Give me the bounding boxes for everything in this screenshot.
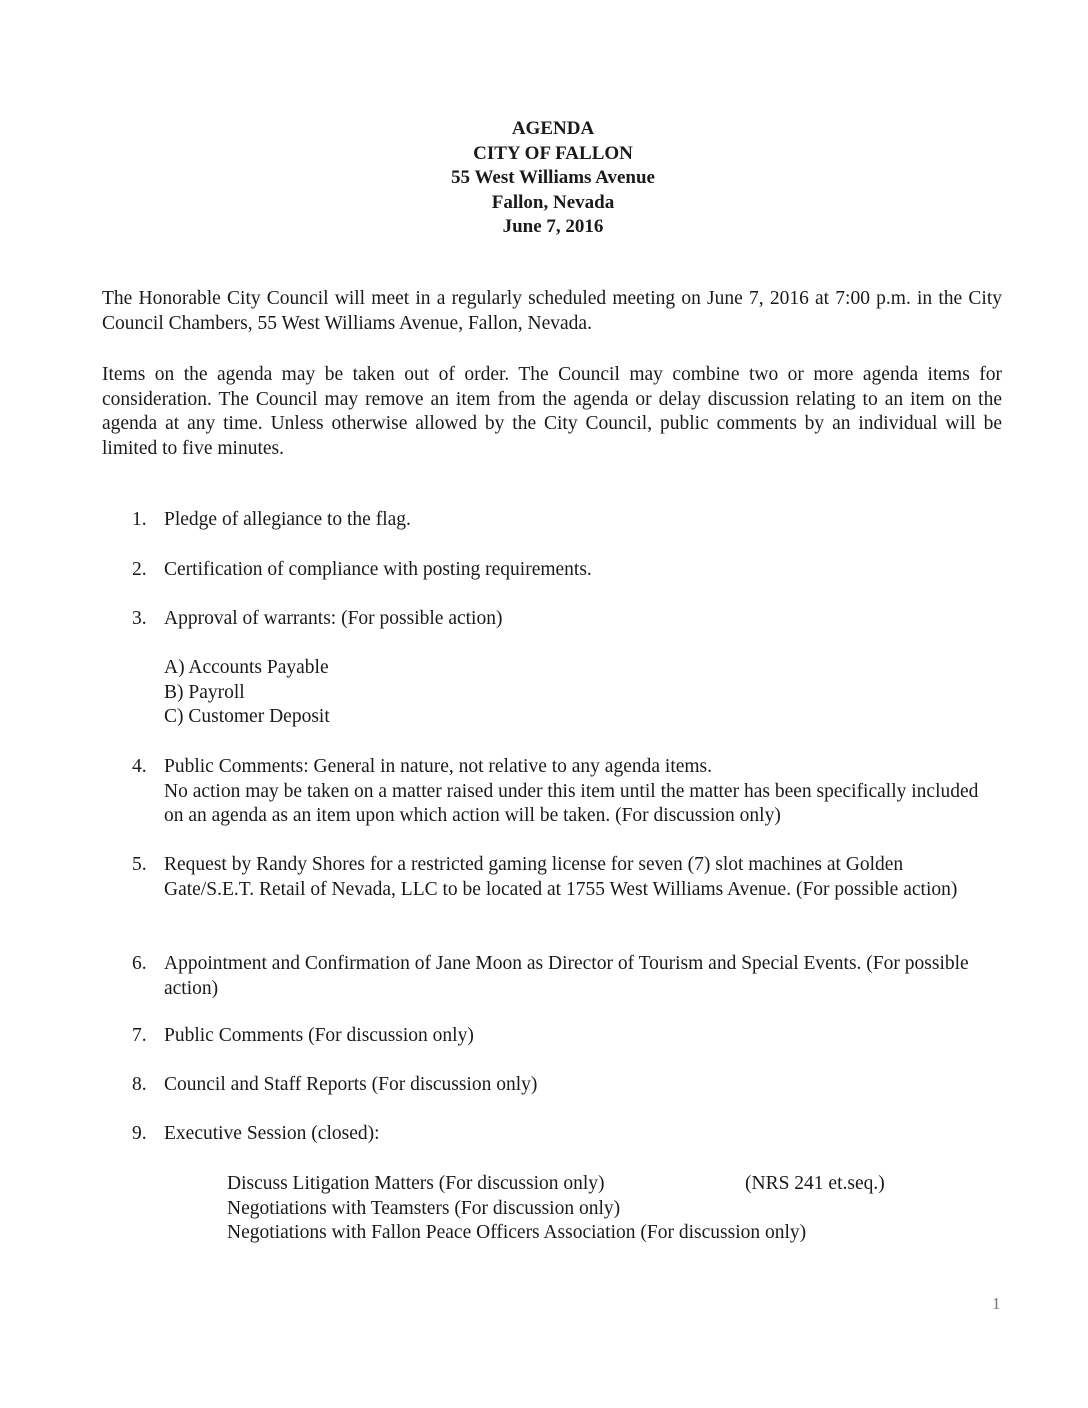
item-number: 7. (132, 1025, 147, 1046)
executive-session-list (227, 1172, 885, 1246)
executive-item-text: Negotiations with Fallon Peace Officers Association (For discussion only) (227, 1222, 807, 1243)
agenda-item (132, 1024, 1012, 1049)
item-number: 9. (132, 1123, 147, 1144)
agenda-item (132, 952, 1007, 1001)
statute-reference: (NRS 241 et.seq.) (745, 1173, 885, 1194)
warrant-accounts-payable: A) Accounts Payable (164, 657, 329, 678)
executive-item (227, 1197, 806, 1222)
item-text: Public Comments (For discussion only) (164, 1025, 474, 1046)
item-text: Certification of compliance with posting requirements. (164, 559, 592, 580)
warrants-list (164, 656, 330, 730)
address-street: 55 West Williams Avenue (451, 167, 655, 188)
agenda-item (132, 1122, 1012, 1147)
item-number: 6. (132, 953, 147, 974)
agenda-item (132, 558, 1012, 583)
item-number: 4. (132, 756, 147, 777)
item-number: 5. (132, 854, 147, 875)
notice-paragraph: Items on the agenda may be taken out of order. The Council may combine two or more agenda items for consideration. The Council may remove an item from the agenda or delay discussion relating to an item on the agenda at any time. Unless otherwise allowed by the City Council, public comments by an individual will be limited to five minutes. (102, 364, 1002, 459)
page-number: 1 (992, 1294, 1001, 1313)
agenda-item (132, 607, 1012, 632)
agenda-item (132, 853, 997, 902)
executive-item (227, 1221, 806, 1246)
warrant-customer-deposit: C) Customer Deposit (164, 706, 330, 727)
item-text-detail: No action may be taken on a matter raised under this item until the matter has been specifically included on an agenda as an item upon which action will be taken. (For discussion only) (164, 780, 979, 826)
item-number: 8. (132, 1074, 147, 1095)
item-text: Approval of warrants: (For possible action) (164, 608, 503, 629)
intro-paragraph: The Honorable City Council will meet in a regularly scheduled meeting on June 7, 2016 at 7:00 p.m. in the City Council Chambers, 55 West Williams Avenue, Fallon, Nevada. (102, 288, 1002, 334)
item-text: Executive Session (closed): (164, 1123, 380, 1144)
item-text: Appointment and Confirmation of Jane Moon as Director of Tourism and Special Events. (For possible action) (164, 953, 969, 999)
executive-item-text: Negotiations with Teamsters (For discussion only) (227, 1197, 621, 1219)
agenda-item (132, 508, 1012, 533)
executive-item-text: Discuss Litigation Matters (For discussion only) (227, 1173, 605, 1194)
agenda-item (132, 1073, 1012, 1098)
meeting-date: June 7, 2016 (502, 216, 604, 237)
item-text: Request by Randy Shores for a restricted gaming license for seven (7) slot machines at Golden Gate/S.E.T. Retail of Nevada, LLC to be located at 1755 West Williams Avenue. (For possible action) (164, 854, 958, 900)
item-number: 3. (132, 608, 147, 629)
item-text: Pledge of allegiance to the flag. (164, 509, 411, 530)
address-city: Fallon, Nevada (491, 191, 615, 213)
item-number: 2. (132, 559, 147, 580)
city-name: CITY OF FALLON (473, 142, 633, 164)
agenda-header (0, 117, 1088, 240)
agenda-title: AGENDA (511, 118, 595, 139)
item-text: Council and Staff Reports (For discussion only) (164, 1074, 538, 1095)
agenda-item (132, 755, 992, 829)
warrant-payroll: B) Payroll (164, 681, 245, 703)
item-number: 1. (132, 509, 147, 530)
item-text: Public Comments: General in nature, not relative to any agenda items. (164, 756, 713, 777)
executive-item (227, 1172, 885, 1197)
